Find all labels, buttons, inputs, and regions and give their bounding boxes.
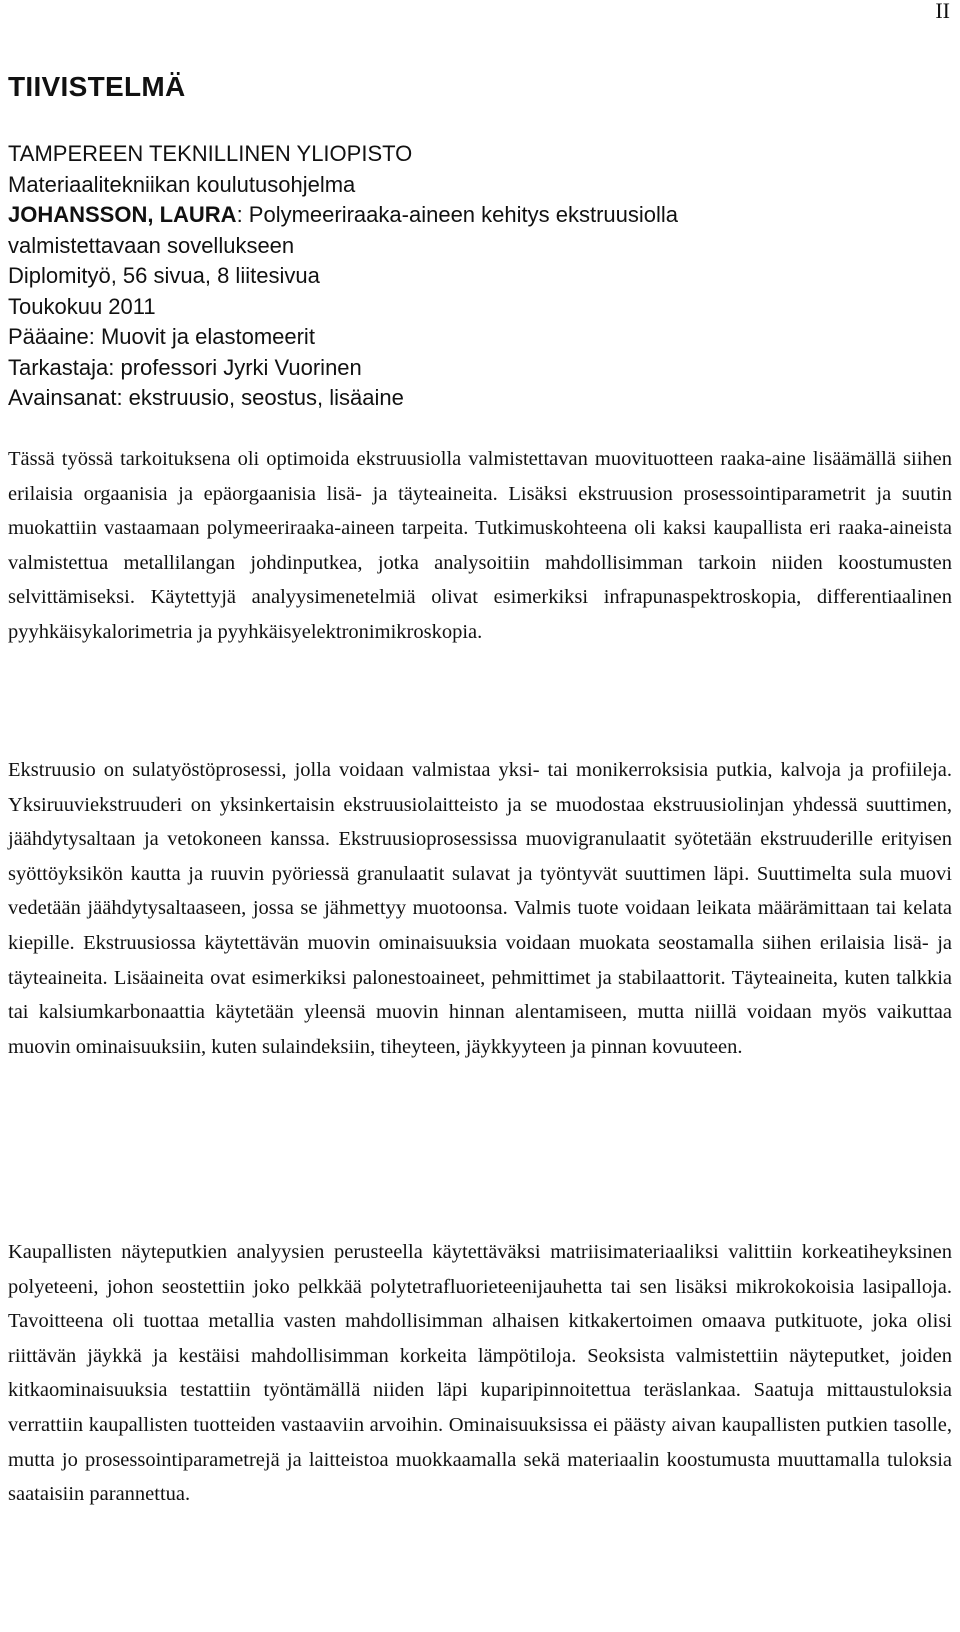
major-subject: Pääaine: Muovit ja elastomeerit bbox=[8, 324, 315, 349]
thesis-metadata bbox=[8, 139, 678, 414]
abstract-paragraph: Tässä työssä tarkoituksena oli optimoida ekstruusiolla valmistettavan muovituotteen raaka-aine lisäämällä siihen erilaisia orgaanisia ja epäorgaanisia lisä- ja täyteaineita. Lisäksi ekstruusion prosessointiparametrit ja suutin muokattiin vastaamaan polymeeriraaka-aineen tarpeita. Tutkimuskohteena oli kaksi kaupallista eri raaka-aineista valmistettua metallilangan johdinputkea, jotka analysoitiin mahdollisimman tarkoin niiden koostumusten selvittämiseksi. Käytettyjä analyysimenetelmiä olivat esimerkiksi infrapunaspektroskopia, differentiaalinen pyyhkäisykalorimetria ja pyyhkäisyelektronimikroskopia. bbox=[8, 448, 952, 643]
abstract-heading: TIIVISTELMÄ bbox=[8, 71, 186, 102]
university-name: TAMPEREEN TEKNILLINEN YLIOPISTO bbox=[8, 141, 413, 166]
abstract-paragraph: Ekstruusio on sulatyöstöprosessi, jolla voidaan valmistaa yksi- tai monikerroksisia putkia, kalvoja ja profiileja. Yksiruuviekstruuderi on yksinkertaisin ekstruusiolaitteisto ja se muodostaa ekstruusiolinjan yhdessä suuttimen, jäähdytysaltaan ja vetokoneen kanssa. Ekstruusioprosessissa muovigranulaatit syötetään ekstruuderille erityisen syöttöyksikön kautta ja ruuvin pyöriessä granulaatit sulavat ja työntyvät suuttimen läpi. Suuttimelta sula muovi vedetään jäähdytysaltaaseen, jossa se jähmettyy muotoonsa. Valmis tuote voidaan leikata määrämittaan tai kelata kiepille. Ekstruusiossa käytettävän muovin ominaisuuksia voidaan muokata seostamalla siihen erilaisia lisä- ja täyteaineita. Lisäaineita ovat esimerkiksi palonestoaineet, pehmittimet ja stabilaattorit. Täyteaineita, kuten talkkia tai kalsiumkarbonaattia käytetään yleensä muovin hinnan alentamiseen, mutta niillä voidaan myös vaikuttaa muovin ominaisuuksiin, kuten sulaindeksiin, tiheyteen, jäykkyyteen ja pinnan kovuuteen. bbox=[8, 759, 952, 1058]
degree-programme: Materiaalitekniikan koulutusohjelma bbox=[8, 171, 356, 197]
examiner: Tarkastaja: professori Jyrki Vuorinen bbox=[8, 354, 362, 380]
thesis-title: : Polymeeriraaka-aineen kehitys ekstruusiolla bbox=[236, 202, 679, 227]
page-number: II bbox=[935, 0, 950, 23]
keywords: Avainsanat: ekstruusio, seostus, lisäaine bbox=[8, 385, 404, 410]
thesis-info: Diplomityö, 56 sivua, 8 liitesivua bbox=[8, 263, 320, 288]
thesis-title-continued: valmistettavaan sovellukseen bbox=[8, 232, 295, 258]
author-name: JOHANSSON, LAURA bbox=[8, 202, 237, 227]
abstract-paragraph: Kaupallisten näyteputkien analyysien perusteella käytettäväksi matriisimateriaaliksi valittiin korkeatiheyksinen polyeteeni, johon seostettiin joko pelkkää polytetrafluorieteenijauhetta tai sen lisäksi mikrokokoisia lasipalloja. Tavoitteena oli tuottaa metallia vasten mahdollisimman alhaisen kitkakertoimen omaava putkituote, joka olisi riittävän jäykkä ja kestäisi mahdollisimman korkeita lämpötiloja. Seoksista valmistettiin näyteputket, joiden kitkaominaisuuksia testattiin työntämällä niiden läpi kuparipinnoitettua teräslankaa. Saatuja mittaustuloksia verrattiin kaupallisten tuotteiden vastaaviin arvoihin. Ominaisuuksissa ei päästy aivan kaupallisten putkien tasolle, mutta jo prosessointiparametrejä ja laitteistoa muokkaamalla sekä materiaalin koostumusta muuttamalla tuloksia saataisiin parannettua. bbox=[8, 1241, 952, 1506]
thesis-date: Toukokuu 2011 bbox=[8, 293, 156, 319]
author-and-title bbox=[8, 200, 678, 231]
